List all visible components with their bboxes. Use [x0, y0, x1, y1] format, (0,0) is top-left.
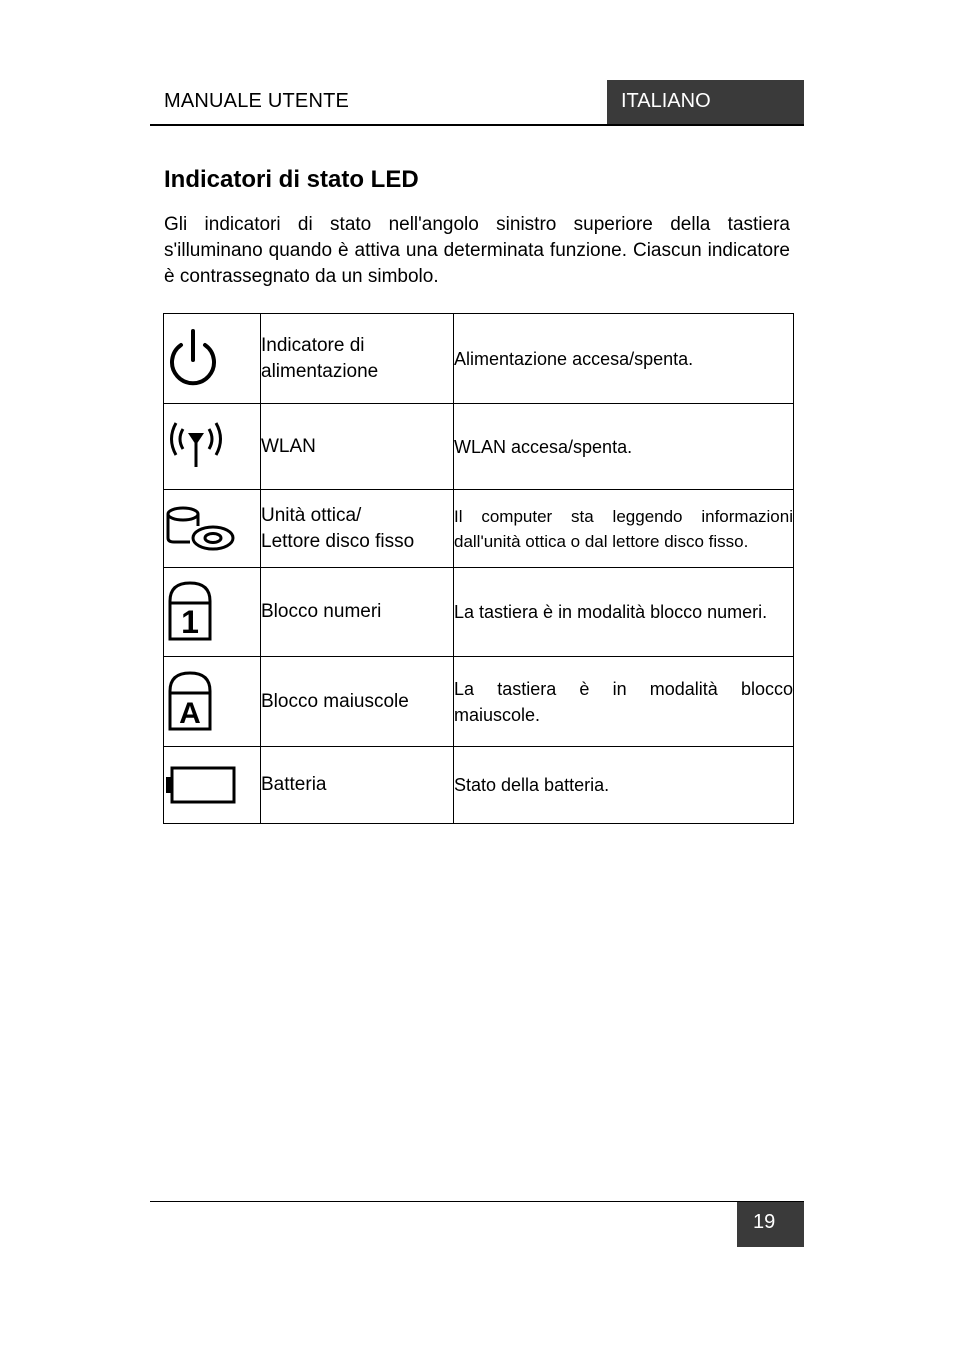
table-row — [164, 657, 794, 747]
indicator-name — [261, 314, 454, 404]
indicator-name-line: Indicatore di — [261, 334, 365, 356]
power-icon — [164, 327, 224, 391]
indicator-name-line: Unità ottica/ — [261, 504, 362, 526]
indicator-name: Blocco numeri — [261, 568, 454, 657]
icon-cell — [164, 314, 261, 404]
page-number: 19 — [737, 1202, 804, 1247]
section-title: Indicatori di stato LED — [164, 166, 419, 193]
table-row — [164, 314, 794, 404]
num-lock-glyph: 1 — [181, 604, 199, 640]
num-lock-icon — [164, 579, 218, 645]
table-row — [164, 404, 794, 490]
indicator-name: Batteria — [261, 747, 454, 824]
caps-lock-glyph: A — [179, 696, 201, 730]
table-row — [164, 747, 794, 824]
indicator-description: Il computer sta leggendo informazioni dall'unità ottica o dal lettore disco fisso. — [454, 490, 794, 568]
indicator-description: WLAN accesa/spenta. — [454, 404, 794, 490]
indicator-name — [261, 490, 454, 568]
wlan-icon — [164, 415, 228, 479]
intro-paragraph: Gli indicatori di stato nell'angolo sinistro superiore della tastiera s'illuminano quando è attiva una determinata funzione. Ciascun indicatore è contrassegnato da un simbolo. — [164, 214, 790, 287]
icon-cell — [164, 490, 261, 568]
led-indicator-table — [163, 313, 794, 824]
manual-title: MANUALE UTENTE — [164, 90, 350, 112]
language-tab: ITALIANO — [607, 80, 804, 126]
battery-icon — [164, 764, 238, 806]
header-divider — [150, 124, 804, 126]
icon-cell — [164, 404, 261, 490]
indicator-name: WLAN — [261, 404, 454, 490]
indicator-description: La tastiera è in modalità blocco maiuscole. — [454, 657, 794, 747]
indicator-description: La tastiera è in modalità blocco numeri. — [454, 568, 794, 657]
icon-cell — [164, 747, 261, 824]
optical-drive-icon — [164, 504, 238, 554]
footer-divider — [150, 1201, 804, 1202]
indicator-name-line: Lettore disco fisso — [261, 530, 415, 552]
icon-cell — [164, 657, 261, 747]
indicator-description: Alimentazione accesa/spenta. — [454, 314, 794, 404]
table-row — [164, 568, 794, 657]
indicator-name: Blocco maiuscole — [261, 657, 454, 747]
caps-lock-icon — [164, 669, 218, 735]
indicator-description: Stato della batteria. — [454, 747, 794, 824]
icon-cell — [164, 568, 261, 657]
table-row — [164, 490, 794, 568]
indicator-name-line: alimentazione — [261, 360, 379, 382]
